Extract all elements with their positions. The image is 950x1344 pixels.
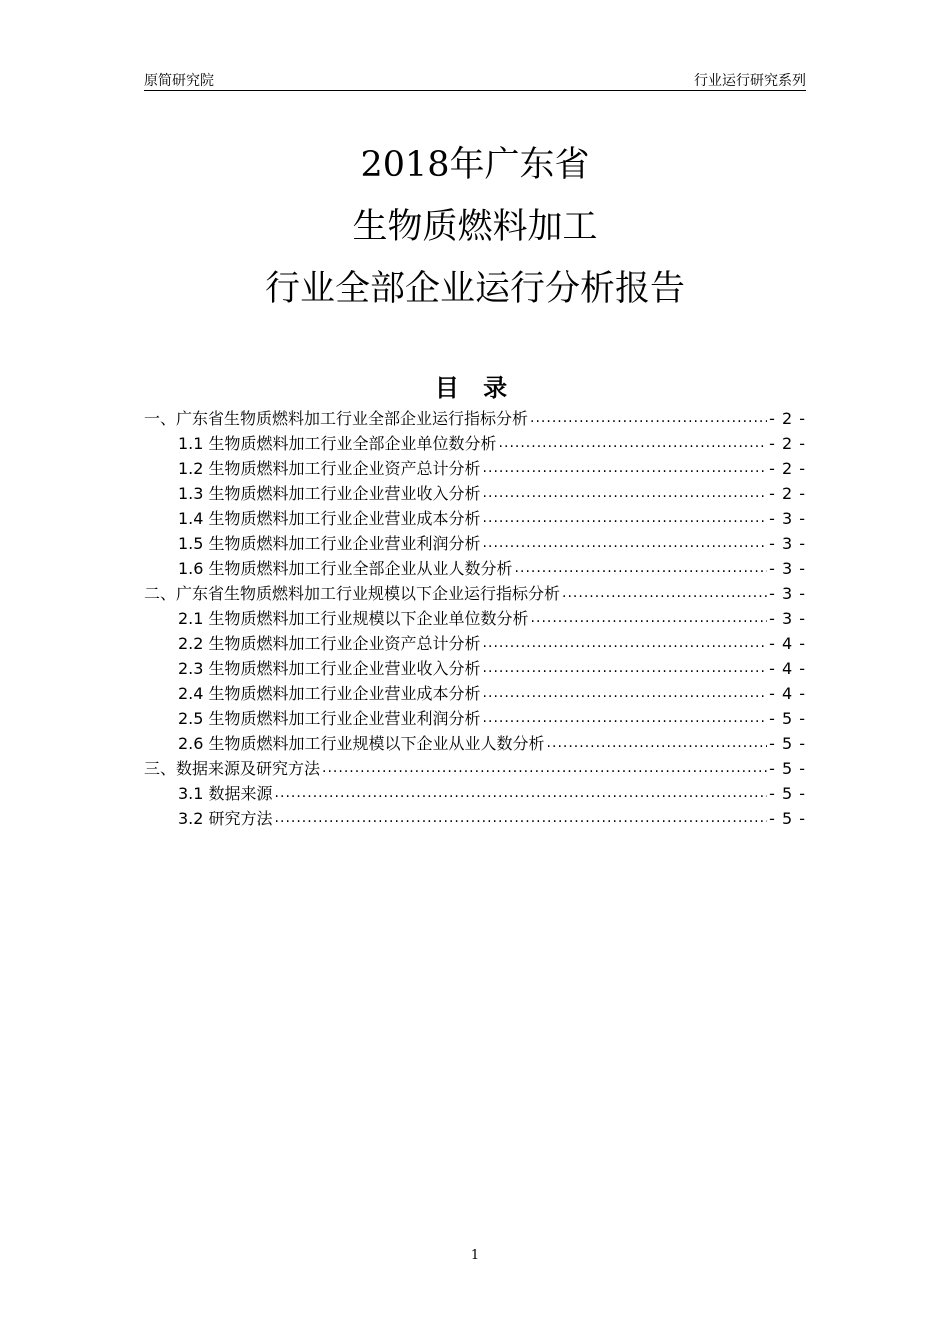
report-title-line-1: 2018年广东省 [360,145,590,185]
toc-entry-label: 2.5 生物质燃料加工行业企业营业利润分析 [178,709,481,728]
toc-leader-dots [483,506,768,531]
toc-entry-label: 1.6 生物质燃料加工行业全部企业从业人数分析 [178,559,513,578]
toc-entry-label: 2.4 生物质燃料加工行业企业营业成本分析 [178,684,481,703]
toc-entry-1-6[interactable] [144,556,806,581]
toc-leader-dots [483,481,768,506]
toc-leader-dots [530,406,767,431]
toc-leader-dots [483,706,768,731]
toc-entry-2-1[interactable] [144,606,806,631]
toc-entry-page: - 3 - [769,534,806,553]
table-of-contents [144,406,806,831]
toc-leader-dots [515,556,768,581]
toc-leader-dots [322,756,767,781]
toc-leader-dots [483,656,768,681]
toc-leader-dots [483,631,768,656]
toc-entry-1-2[interactable] [144,456,806,481]
toc-leader-dots [275,806,768,831]
toc-entry-1-3[interactable] [144,481,806,506]
toc-entry-label: 2.1 生物质燃料加工行业规模以下企业单位数分析 [178,609,529,628]
toc-entry-2-4[interactable] [144,681,806,706]
report-title-line-3: 行业全部企业运行分析报告 [264,269,685,309]
toc-entry-1-1[interactable] [144,431,806,456]
toc-entry-label: 1.5 生物质燃料加工行业企业营业利润分析 [178,534,481,553]
toc-entry-1-4[interactable] [144,506,806,531]
toc-entry-page: - 3 - [769,509,806,528]
toc-entry-section-1[interactable] [144,406,806,431]
toc-leader-dots [483,531,768,556]
toc-entry-page: - 2 - [769,484,806,503]
toc-entry-label: 一、广东省生物质燃料加工行业全部企业运行指标分析 [144,409,529,428]
toc-entry-label: 1.2 生物质燃料加工行业企业资产总计分析 [178,459,481,478]
report-title-line-2: 生物质燃料加工 [352,207,598,247]
toc-entry-page: - 3 - [769,559,806,578]
toc-leader-dots [483,681,768,706]
header-series: 行业运行研究系列 [694,73,806,89]
header-organization: 原简研究院 [144,73,214,89]
toc-leader-dots [547,731,768,756]
toc-entry-page: - 2 - [769,409,806,428]
toc-entry-page: - 4 - [769,684,806,703]
toc-heading: 目 录 [434,374,516,402]
toc-entry-2-6[interactable] [144,731,806,756]
toc-entry-label: 3.2 研究方法 [178,809,273,828]
toc-entry-label: 1.1 生物质燃料加工行业全部企业单位数分析 [178,434,497,453]
toc-entry-section-2[interactable] [144,581,806,606]
toc-entry-page: - 5 - [769,734,806,753]
toc-entry-label: 2.6 生物质燃料加工行业规模以下企业从业人数分析 [178,734,545,753]
toc-leader-dots [275,781,768,806]
toc-entry-3-1[interactable] [144,781,806,806]
toc-entry-2-2[interactable] [144,631,806,656]
toc-entry-label: 2.3 生物质燃料加工行业企业营业收入分析 [178,659,481,678]
toc-entry-2-5[interactable] [144,706,806,731]
toc-entry-label: 2.2 生物质燃料加工行业企业资产总计分析 [178,634,481,653]
toc-entry-page: - 5 - [769,709,806,728]
toc-entry-page: - 5 - [769,759,806,778]
toc-entry-page: - 2 - [769,459,806,478]
toc-leader-dots [499,431,768,456]
page-number: 1 [470,1248,480,1263]
toc-entry-page: - 3 - [769,609,806,628]
toc-entry-label: 3.1 数据来源 [178,784,273,803]
toc-entry-label: 二、广东省生物质燃料加工行业规模以下企业运行指标分析 [144,584,561,603]
toc-entry-3-2[interactable] [144,806,806,831]
toc-entry-page: - 5 - [769,784,806,803]
toc-entry-1-5[interactable] [144,531,806,556]
toc-entry-page: - 4 - [769,634,806,653]
toc-entry-label: 1.4 生物质燃料加工行业企业营业成本分析 [178,509,481,528]
toc-entry-label: 1.3 生物质燃料加工行业企业营业收入分析 [178,484,481,503]
toc-entry-2-3[interactable] [144,656,806,681]
toc-entry-label: 三、数据来源及研究方法 [144,759,321,778]
page-header [144,64,806,91]
toc-entry-page: - 5 - [769,809,806,828]
toc-leader-dots [562,581,767,606]
toc-leader-dots [531,606,768,631]
toc-entry-page: - 3 - [769,584,806,603]
toc-entry-page: - 2 - [769,434,806,453]
toc-entry-section-3[interactable] [144,756,806,781]
toc-entry-page: - 4 - [769,659,806,678]
toc-leader-dots [483,456,768,481]
